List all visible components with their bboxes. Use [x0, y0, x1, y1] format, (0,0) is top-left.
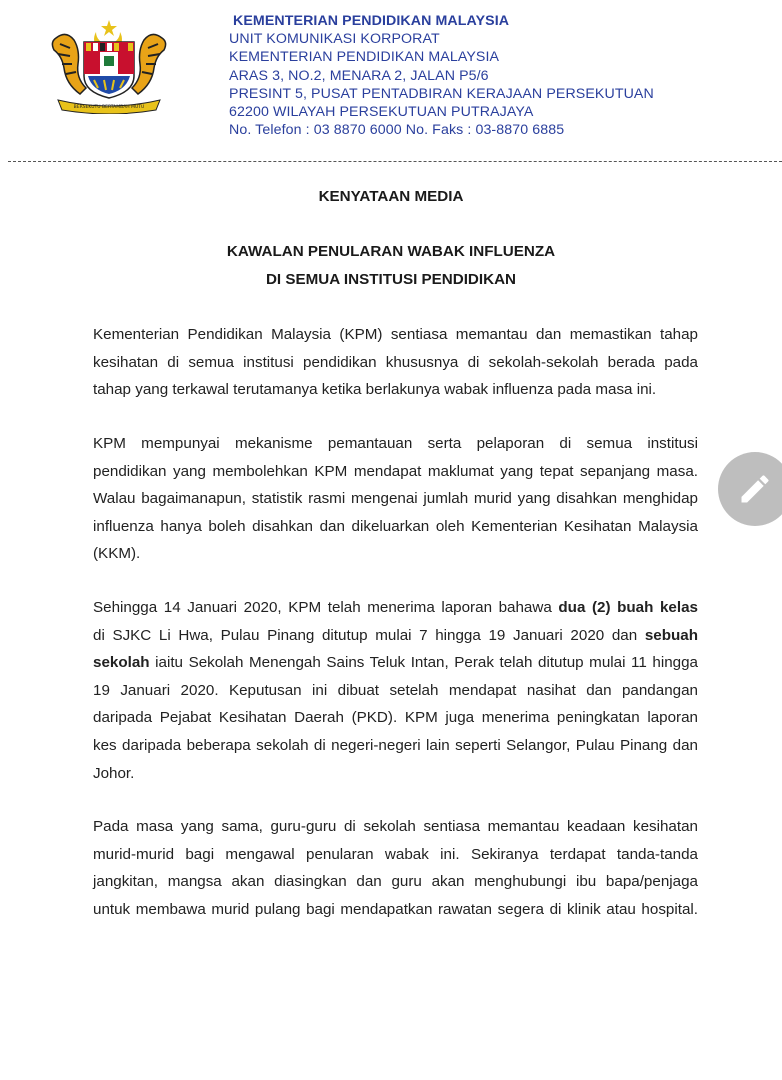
letterhead-line: PRESINT 5, PUSAT PENTADBIRAN KERAJAAN PERSEKUTUAN [229, 85, 654, 102]
paragraph-line: Pada masa yang sama, guru-guru di sekolah sentiasa memantau keadaan kesihatan [93, 818, 698, 835]
paragraph-line [93, 594, 698, 622]
paragraph-line: jangkitan, mangsa akan diasingkan dan guru akan menghubungi ibu bapa/penjaga [93, 873, 698, 891]
paragraph-line: kesihatan di semua institusi pendidikan khususnya di sekolah-sekolah berada pada [93, 353, 698, 371]
letterhead-line: ARAS 3, NO.2, MENARA 2, JALAN P5/6 [229, 67, 489, 84]
paragraph-line [93, 622, 698, 650]
header-divider [8, 161, 782, 162]
paragraph-1 [93, 321, 698, 404]
svg-text:BERSEKUTU BERTAMBAH MUTU: BERSEKUTU BERTAMBAH MUTU [73, 105, 145, 110]
paragraph-2 [93, 430, 698, 568]
document-title-line1: KAWALAN PENULARAN WABAK INFLUENZA [226, 243, 556, 260]
paragraph-line: untuk membawa murid pulang bagi mendapatkan rawatan segera di klinik atau hospital. [93, 900, 698, 918]
paragraph-line: KPM mempunyai mekanisme pemantauan serta pelaporan di semua institusi [93, 435, 698, 452]
paragraph-line: pendidikan yang membolehkan KPM mendapat maklumat yang tepat sepanjang masa. [93, 462, 698, 480]
paragraph-3 [93, 594, 698, 787]
letterhead-line: UNIT KOMUNIKASI KORPORAT [229, 31, 440, 48]
paragraph-line: daripada Pejabat Kesihatan Daerah (PKD). KPM juga menerima peningkatan laporan [93, 709, 698, 727]
text-run: di SJKC Li Hwa, Pulau Pinang ditutup mulai 7 hingga 19 Januari 2020 dan [93, 626, 645, 644]
paragraph-line: 19 Januari 2020. Keputusan ini dibuat setelah mendapat nasihat dan pandangan [93, 681, 698, 699]
document-title-line2: DI SEMUA INSTITUSI PENDIDIKAN [265, 271, 517, 288]
letterhead-ministry: KEMENTERIAN PENDIDIKAN MALAYSIA [233, 13, 510, 29]
bold-text-run: sekolah [93, 654, 150, 672]
text-run: Sehingga 14 Januari 2020, KPM telah menerima laporan bahawa [93, 599, 559, 616]
paragraph-line: tahap yang terkawal terutamanya ketika berlakunya wabak influenza pada masa ini. [93, 381, 657, 399]
bold-text-run: dua (2) buah kelas [558, 599, 698, 616]
paragraph-line: Kementerian Pendidikan Malaysia (KPM) sentiasa memantau dan memastikan tahap [93, 326, 698, 343]
letterhead-contact: No. Telefon : 03 8870 6000 No. Faks : 03-8870 6885 [229, 122, 565, 139]
coat-of-arms-logo [48, 18, 170, 114]
edit-button[interactable] [718, 452, 782, 526]
paragraph-line [93, 649, 698, 677]
bold-text-run: sebuah [644, 626, 698, 644]
paragraph-4 [93, 813, 698, 923]
letterhead-line: 62200 WILAYAH PERSEKUTUAN PUTRAJAYA [229, 104, 534, 121]
text-run: iaitu Sekolah Menengah Sains Teluk Intan, Perak telah ditutup mulai 11 hingga [149, 654, 698, 672]
paragraph-line: Walau bagaimanapun, statistik rasmi mengenai jumlah murid yang disahkan menghidap [93, 490, 698, 508]
letterhead-line: KEMENTERIAN PENDIDIKAN MALAYSIA [229, 49, 500, 66]
paragraph-line: kes daripada beberapa sekolah di negeri-negeri lain seperti Selangor, Pulau Pinang dan [93, 736, 698, 754]
paragraph-line: influenza hanya boleh disahkan dan dikeluarkan oleh Kementerian Kesihatan Malaysia [93, 517, 698, 535]
pencil-icon [737, 471, 773, 507]
paragraph-line: murid-murid bagi mengawal penularan wabak ini. Sekiranya terdapat tanda-tanda [93, 845, 698, 863]
letterhead [229, 12, 769, 139]
paragraph-line: Johor. [93, 764, 135, 782]
document-type-label: KENYATAAN MEDIA [318, 188, 464, 205]
paragraph-line: (KKM). [93, 545, 141, 563]
